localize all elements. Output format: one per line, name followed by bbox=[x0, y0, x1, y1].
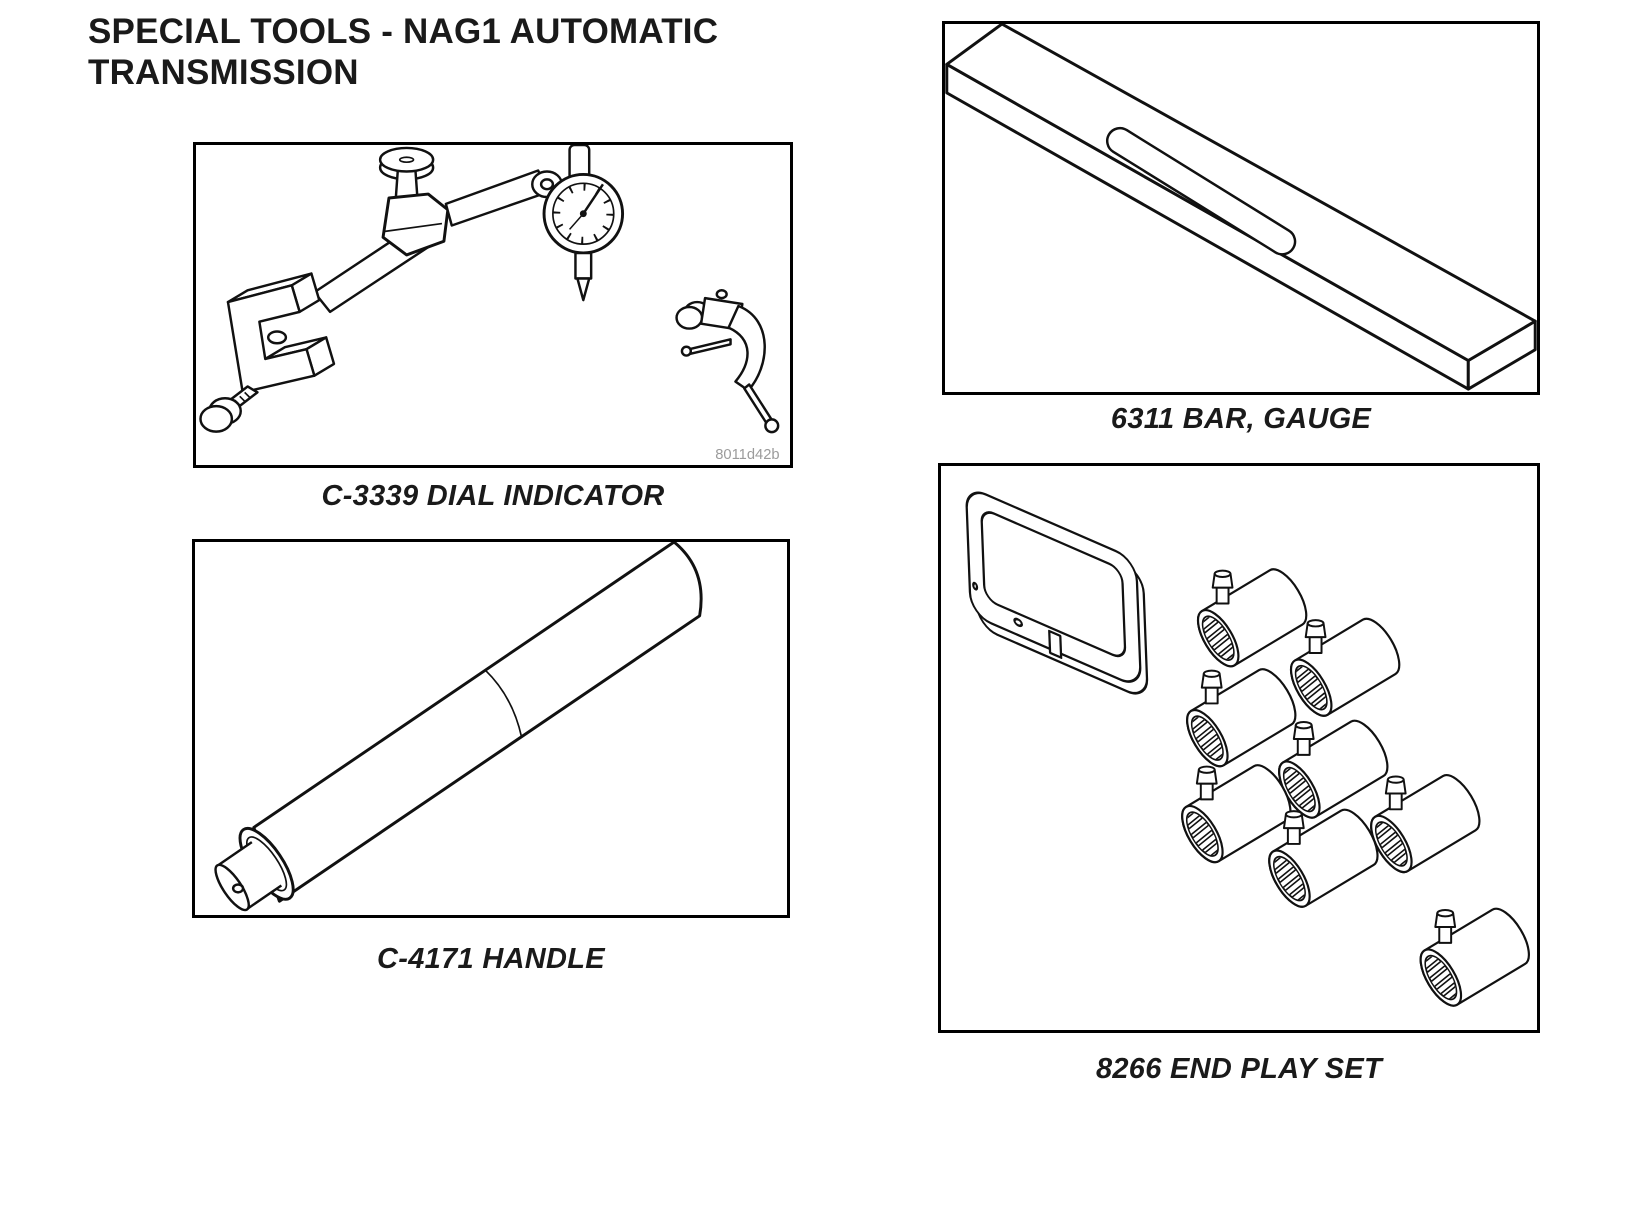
figure-caption-bar-gauge: 6311 BAR, GAUGE bbox=[1110, 403, 1372, 435]
pilot-hole bbox=[233, 884, 243, 892]
watermark-code: 8011d42b bbox=[715, 447, 780, 464]
gauge-bar bbox=[947, 24, 1535, 389]
socket-1 bbox=[1175, 538, 1314, 672]
c-clamp bbox=[200, 274, 333, 432]
figure-box-bar-gauge bbox=[942, 21, 1540, 395]
bar-gauge-illustration bbox=[945, 24, 1537, 392]
page-title: SPECIAL TOOLS - NAG1 AUTOMATIC TRANSMISSION bbox=[88, 12, 719, 92]
figure-box-handle bbox=[192, 539, 790, 918]
figure-box-dial-indicator bbox=[193, 142, 793, 468]
dial-gauge bbox=[544, 145, 623, 300]
gauge-frame bbox=[966, 486, 1148, 700]
figure-box-end-play-set bbox=[938, 463, 1540, 1033]
swivel-clamp bbox=[380, 148, 448, 255]
figure-caption-end-play-set: 8266 END PLAY SET bbox=[1095, 1053, 1383, 1085]
frame-notch bbox=[1049, 631, 1061, 658]
figure-caption-handle: C-4171 HANDLE bbox=[377, 943, 605, 975]
end-play-set-illustration bbox=[941, 466, 1537, 1030]
figure-caption-dial-indicator: C-3339 DIAL INDICATOR bbox=[321, 480, 665, 512]
handle-illustration bbox=[195, 542, 787, 915]
lever-probe bbox=[677, 290, 779, 432]
dial-indicator-illustration bbox=[196, 145, 790, 465]
socket-8 bbox=[1398, 878, 1537, 1012]
handle-body bbox=[230, 542, 701, 907]
